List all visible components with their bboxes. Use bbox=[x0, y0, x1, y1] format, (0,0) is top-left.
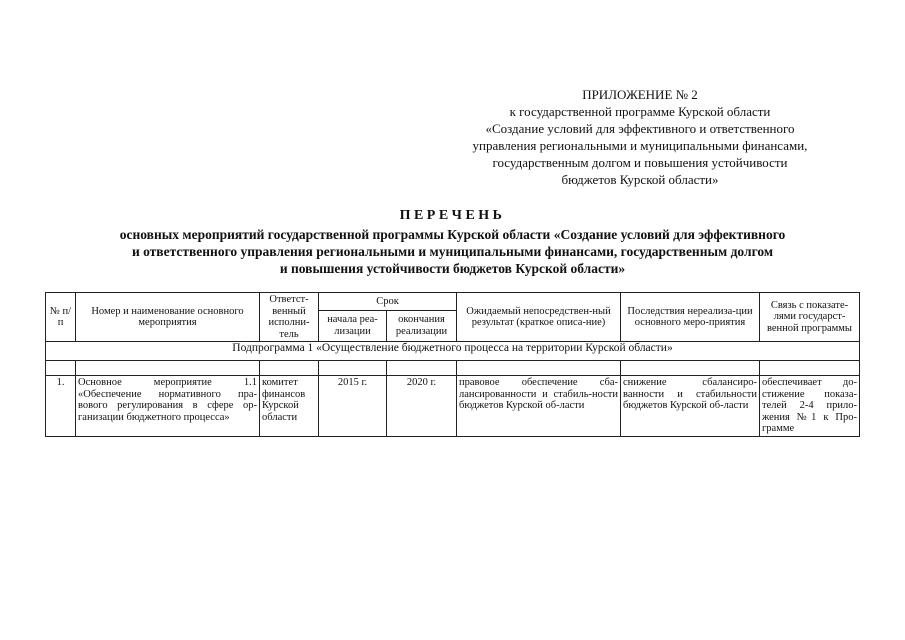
title-line: и повышения устойчивости бюджетов Курской области» bbox=[279, 261, 626, 276]
header-term: Срок bbox=[319, 293, 457, 311]
appendix-line: государственным долгом и повышения устойчивости bbox=[492, 155, 788, 170]
title-line: основных мероприятий государственной программы Курской области «Создание условий для эффективного bbox=[119, 227, 786, 242]
title-heading: ПЕРЕЧЕНЬ bbox=[399, 208, 506, 223]
spacer-row bbox=[46, 361, 860, 376]
cell-name: Основное мероприятие 1.1 «Обеспечение нормативного пра-вового регулирования в сфере ор-ганизации бюджетного процесса» bbox=[76, 376, 260, 437]
header-num: № п/п bbox=[46, 293, 76, 342]
appendix-line: «Создание условий для эффективного и ответственного bbox=[485, 121, 795, 136]
header-consequences: Последствия нереализа-ции основного меро-приятия bbox=[621, 293, 760, 342]
events-table bbox=[45, 292, 860, 437]
header-link: Связь с показате-лями государст-венной программы bbox=[760, 293, 860, 342]
appendix-line: управления региональными и муниципальными финансами, bbox=[472, 138, 808, 153]
cell-num: 1. bbox=[46, 376, 76, 437]
cell-executor: комитет финансов Курской области bbox=[260, 376, 319, 437]
header-end: окончания реализации bbox=[387, 310, 457, 341]
header-result: Ожидаемый непосредствен-ный результат (краткое описа-ние) bbox=[457, 293, 621, 342]
header-executor: Ответст-венный исполни-тель bbox=[260, 293, 319, 342]
appendix-line: ПРИЛОЖЕНИЕ № 2 bbox=[582, 87, 698, 102]
cell-end: 2020 г. bbox=[387, 376, 457, 437]
cell-consequences: снижение сбалансиро-ванности и стабильности бюджетов Курской об-ласти bbox=[621, 376, 760, 437]
subprogram-row bbox=[46, 342, 860, 361]
cell-link: обеспечивает до-стижение показа-телей 2-4 прило-жения №1 к Про-грамме bbox=[760, 376, 860, 437]
header-start: начала реа-лизации bbox=[319, 310, 387, 341]
cell-start: 2015 г. bbox=[319, 376, 387, 437]
appendix-header bbox=[440, 86, 840, 188]
table-row bbox=[46, 376, 860, 437]
document-title bbox=[60, 207, 845, 277]
title-line: и ответственного управления региональными и муниципальными финансами, государственным долгом bbox=[131, 244, 774, 259]
cell-result: правовое обеспечение сба-лансированности и стабиль-ности бюджетов Курской об-ласти bbox=[457, 376, 621, 437]
header-name: Номер и наименование основного мероприятия bbox=[76, 293, 260, 342]
subprogram-title: Подпрограмма 1 «Осуществление бюджетного процесса на территории Курской области» bbox=[46, 342, 860, 361]
appendix-line: бюджетов Курской области» bbox=[561, 172, 719, 187]
appendix-line: к государственной программе Курской области bbox=[509, 104, 771, 119]
